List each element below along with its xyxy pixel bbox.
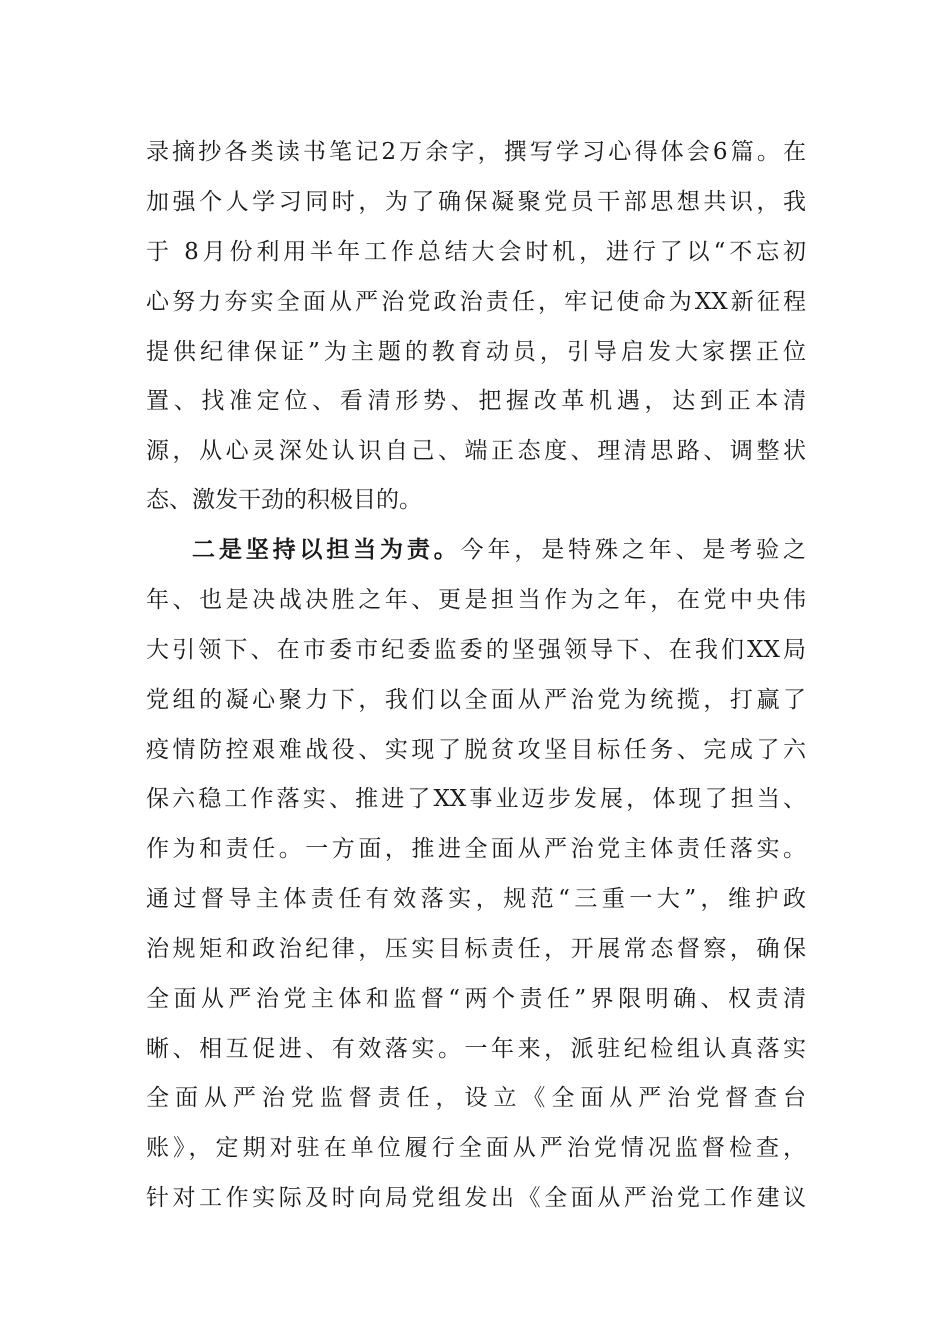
paragraph-1-line-1: 录摘抄各类读书笔记2万余字，撰写学习心得体会6篇。在 [146, 139, 806, 165]
paragraph-1-line-5: 提供纪律保证”为主题的教育动员，引导启发大家摆正位 [146, 339, 806, 365]
paragraph-2-line-11: 晰、相互促进、有效落实。一年来，派驻纪检组认真落实 [146, 1036, 806, 1062]
paragraph-2-first-line-text: 今年，是特殊之年、是考验之 [460, 537, 806, 563]
paragraph-2-line-6: 保六稳工作落实、推进了XX事业迈步发展，体现了担当、 [146, 786, 806, 812]
paragraph-1-line-4: 心努力夯实全面从严治党政治责任，牢记使命为XX新征程 [146, 289, 806, 315]
paragraph-2-line-3: 大引领下、在市委市纪委监委的坚强领导下、在我们XX局 [146, 637, 806, 663]
paragraph-2-line-8: 通过督导主体责任有效落实，规范“三重一大”，维护政 [146, 886, 806, 912]
paragraph-1-line-6: 置、找准定位、看清形势、把握改革机遇，达到正本清 [146, 388, 806, 414]
paragraph-2-first-line [192, 530, 806, 570]
paragraph-2-line-14: 针对工作实际及时向局党组发出《全面从严治党工作建议 [146, 1185, 806, 1211]
paragraph-1-line-3: 于 8月份利用半年工作总结大会时机，进行了以“不忘初 [146, 239, 806, 265]
paragraph-2-line-10: 全面从严治党主体和监督“两个责任”界限明确、权责清 [146, 986, 806, 1012]
paragraph-2-line-2: 年、也是决战决胜之年、更是担当作为之年，在党中央伟 [146, 587, 806, 613]
paragraph-1-line-7: 源，从心灵深处认识自己、端正态度、理清思路、调整状 [146, 438, 806, 464]
paragraph-2-line-4: 党组的凝心聚力下，我们以全面从严治党为统揽，打赢了 [146, 687, 806, 713]
paragraph-2-line-7: 作为和责任。一方面，推进全面从严治党主体责任落实。 [146, 836, 806, 862]
paragraph-2-heading: 二是坚持以担当为责。 [192, 536, 461, 563]
paragraph-2-line-13: 账》，定期对驻在单位履行全面从严治党情况监督检查， [146, 1135, 806, 1161]
paragraph-2-line-9: 治规矩和政治纪律，压实目标责任，开展常态督察，确保 [146, 936, 806, 962]
paragraph-2-line-12: 全面从严治党监督责任，设立《全面从严治党督查台 [146, 1085, 806, 1111]
paragraph-2-line-5: 疫情防控艰难战役、实现了脱贫攻坚目标任务、完成了六 [146, 737, 806, 763]
paragraph-1-line-8: 态、激发干劲的积极目的。 [146, 487, 422, 513]
paragraph-1-line-2: 加强个人学习同时，为了确保凝聚党员干部思想共识，我 [146, 189, 806, 215]
